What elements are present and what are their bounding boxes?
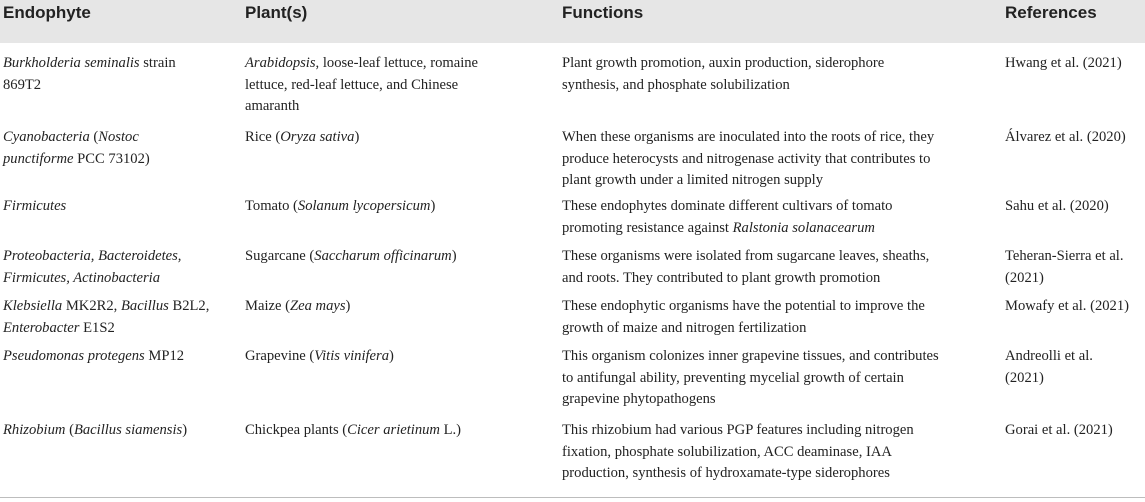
- cell-plants: Chickpea plants (Cicer arietinum L.): [245, 422, 462, 438]
- cell-functions: These endophytic organisms have the potential to improve the growth of maize and nitrogen fertilization: [562, 298, 925, 336]
- cell-plants: Rice (Oryza sativa): [245, 129, 360, 145]
- cell-plants: Maize (Zea mays): [245, 298, 351, 314]
- cell-endophyte: Klebsiella MK2R2, Bacillus B2L2, Enterobacter E1S2: [3, 298, 210, 336]
- cell-functions: This organism colonizes inner grapevine tissues, and contributes to antifungal ability, preventing mycelial growth of certain grapevine phytopathogens: [562, 348, 939, 407]
- cell-plants: Arabidopsis, loose-leaf lettuce, romaine lettuce, red-leaf lettuce, and Chinese amaranth: [245, 55, 479, 114]
- cell-functions: These organisms were isolated from sugarcane leaves, sheaths, and roots. They contributed to plant growth promotion: [562, 248, 930, 286]
- header-plants: Plant(s): [245, 3, 308, 22]
- cell-functions: Plant growth promotion, auxin production, siderophore synthesis, and phosphate solubilization: [562, 55, 885, 93]
- cell-plants: Sugarcane (Saccharum officinarum): [245, 248, 457, 264]
- cell-endophyte: Pseudomonas protegens MP12: [3, 348, 185, 364]
- table-bottom-rule: [0, 497, 1145, 498]
- cell-plants: Tomato (Solanum lycopersicum): [245, 198, 436, 214]
- header-references: References: [1005, 3, 1097, 22]
- cell-plants: Grapevine (Vitis vinifera): [245, 348, 394, 364]
- cell-reference: Álvarez et al. (2020): [1005, 129, 1126, 145]
- cell-endophyte: Cyanobacteria (Nostoc punctiforme PCC 73102): [3, 129, 150, 167]
- cell-endophyte: Firmicutes: [3, 198, 67, 214]
- cell-endophyte: Rhizobium (Bacillus siamensis): [3, 422, 188, 438]
- cell-reference: Mowafy et al. (2021): [1005, 298, 1130, 314]
- cell-reference: Teheran-Sierra et al. (2021): [1005, 248, 1124, 286]
- table-header: [0, 0, 1145, 43]
- cell-reference: Gorai et al. (2021): [1005, 422, 1113, 438]
- header-endophyte: Endophyte: [3, 3, 91, 22]
- cell-reference: Hwang et al. (2021): [1005, 55, 1122, 71]
- header-functions: Functions: [562, 3, 644, 22]
- cell-endophyte: Burkholderia seminalis strain 869T2: [3, 55, 176, 93]
- cell-reference: Sahu et al. (2020): [1005, 198, 1109, 214]
- cell-functions: This rhizobium had various PGP features including nitrogen fixation, phosphate solubilization, ACC deaminase, IAA production, synthesis of hydroxamate-type siderophores: [562, 422, 914, 481]
- cell-endophyte: Proteobacteria, Bacteroidetes, Firmicutes, Actinobacteria: [3, 248, 182, 286]
- cell-reference: Andreolli et al. (2021): [1005, 348, 1093, 386]
- cell-functions: These endophytes dominate different cultivars of tomato promoting resistance against Ralstonia solanacearum: [562, 198, 893, 236]
- cell-functions: When these organisms are inoculated into the roots of rice, they produce heterocysts and nitrogenase activity that contributes to plant growth under a limited nitrogen supply: [562, 129, 935, 188]
